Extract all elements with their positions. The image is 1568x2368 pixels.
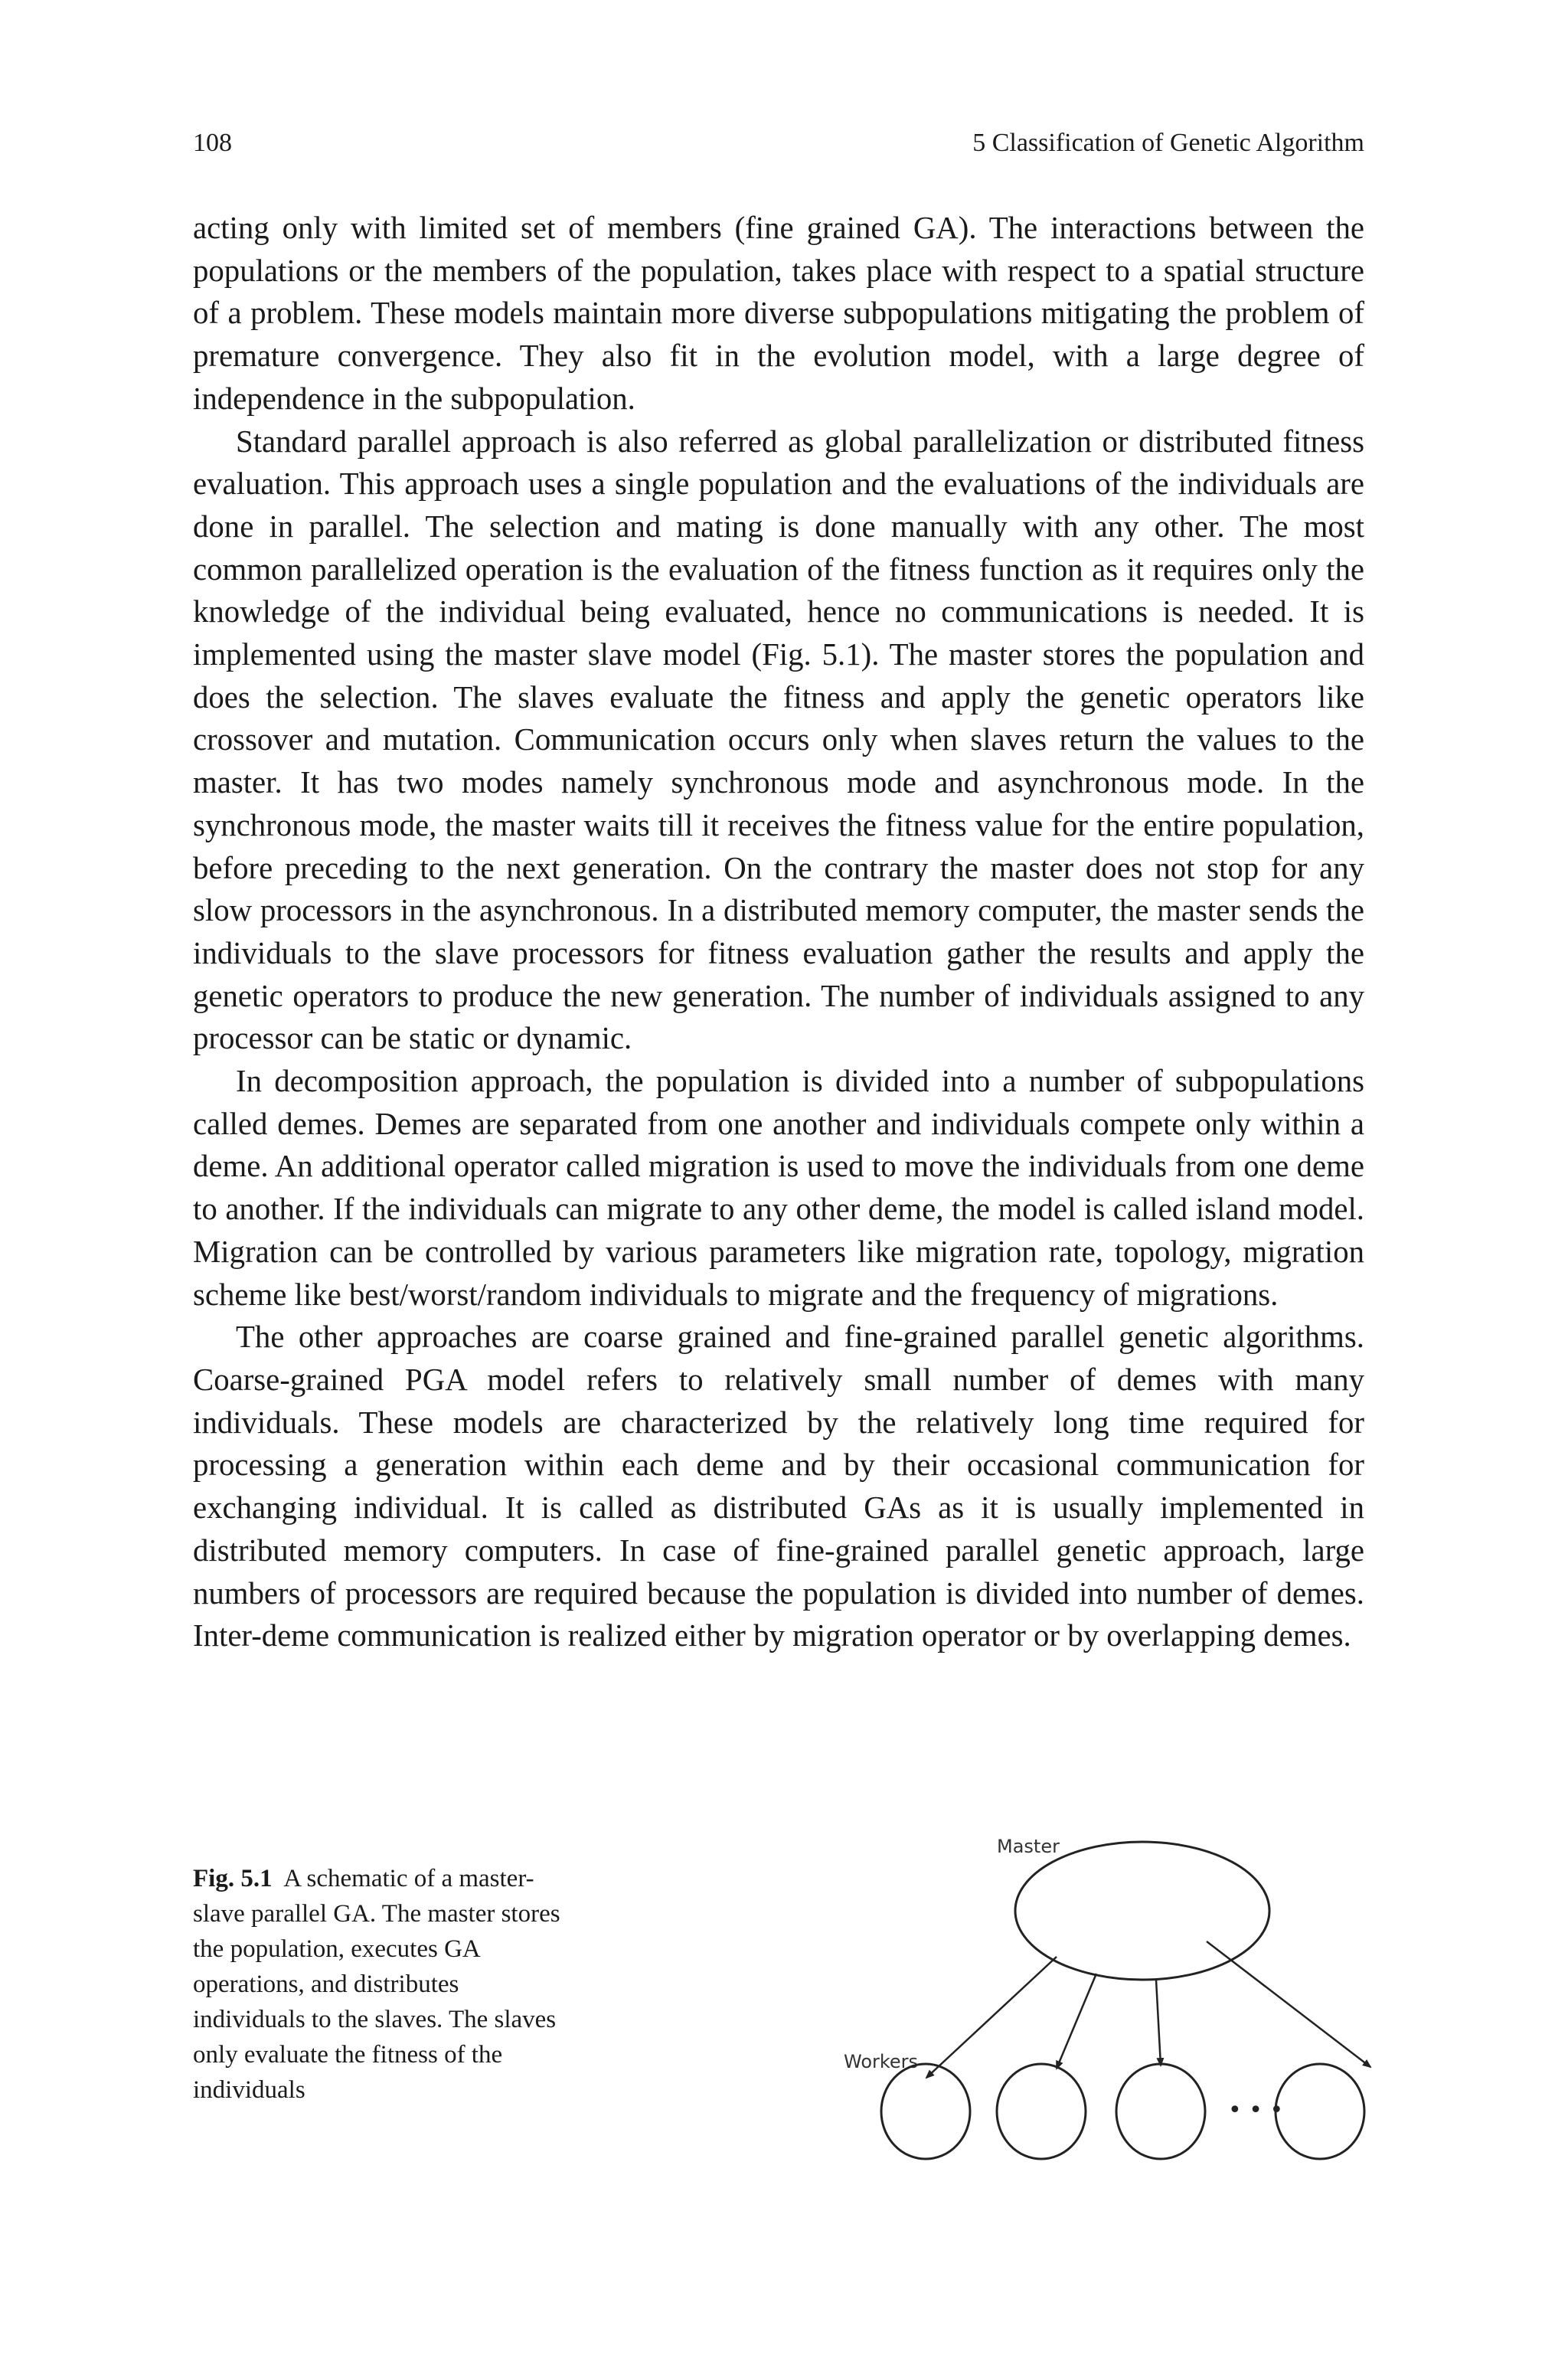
- paragraph-3: In decomposition approach, the population is divided into a number of subpopulations called demes. Demes are separated from one another and individuals compete only within a deme. An additional operator called migration is used to move the individuals from one deme to another. If the individuals can migrate to any other deme, the model is called island model. Migration can be controlled by various parameters like migration rate, topology, migration scheme like best/worst/random individuals to migrate and the frequency of migrations.: [193, 1064, 1364, 1312]
- worker-node-2: [997, 2064, 1086, 2159]
- arrow-to-worker-1: [926, 1957, 1057, 2078]
- worker-node-n: [1276, 2064, 1364, 2159]
- workers-label: Workers: [844, 2051, 919, 2072]
- body-text: [193, 207, 1364, 1657]
- paragraph-4: The other approaches are coarse grained and fine-grained parallel genetic algorithms. Coarse-grained PGA model refers to relatively small number of demes with many individuals. These models are characterized by the relatively long time required for processing a generation within each deme and by their occasional communication for exchanging individual. It is called as distributed GAs as it is usually implemented in distributed memory computers. In case of fine-grained parallel genetic approach, large numbers of processors are required because the population is divided into number of demes. Inter-deme communication is realized either by migration operator or by overlapping demes.: [193, 1320, 1364, 1653]
- master-label: Master: [997, 1836, 1060, 1857]
- worker-node-3: [1116, 2064, 1205, 2159]
- page-header: [193, 129, 1364, 167]
- figure-caption-text: A schematic of a master-slave parallel GA. The master stores the population, executes GA operations, and distributes individuals to the slaves. The slaves only evaluate the fitness of the individuals: [193, 1865, 560, 2104]
- arrow-to-worker-n: [1207, 1941, 1370, 2067]
- worker-ellipsis: • • •: [1228, 2097, 1284, 2124]
- arrow-to-worker-2: [1057, 1974, 1096, 2069]
- running-head: 5 Classification of Genetic Algorithm: [972, 129, 1364, 157]
- figure-label: Fig. 5.1: [193, 1865, 273, 1892]
- figure-caption: [193, 1861, 576, 2108]
- worker-node-1: [881, 2064, 970, 2159]
- arrow-to-worker-3: [1156, 1980, 1161, 2065]
- master-slave-diagram: [637, 1827, 1372, 2186]
- paragraph-1: acting only with limited set of members (fine grained GA). The interactions between the populations or the members of the population, takes place with respect to a spatial structure of a problem. These models maintain more diverse subpopulations mitigating the problem of premature convergence. They also fit in the evolution model, with a large degree of independence in the subpopulation.: [193, 211, 1364, 416]
- paragraph-2: Standard parallel approach is also referred as global parallelization or distributed fitness evaluation. This approach uses a single population and the evaluations of the individuals are done in parallel. The selection and mating is done manually with any other. The most common parallelized operation is the evaluation of the fitness function as it requires only the knowledge of the individual being evaluated, hence no communications is needed. It is implemented using the master slave model (Fig. 5.1). The master stores the population and does the selection. The slaves evaluate the fitness and apply the genetic operators like crossover and mutation. Communication occurs only when slaves return the values to the master. It has two modes namely synchronous mode and asynchronous mode. In the synchronous mode, the master waits till it receives the fitness value for the entire population, before preceding to the next generation. On the contrary the master does not stop for any slow processors in the asynchronous. In a distributed memory computer, the master sends the individuals to the slave processors for fitness evaluation gather the results and apply the genetic operators to produce the new generation. The number of individuals assigned to any processor can be static or dynamic.: [193, 424, 1364, 1056]
- figure-5-1: [193, 1827, 1372, 2186]
- page-number: 108: [193, 129, 232, 157]
